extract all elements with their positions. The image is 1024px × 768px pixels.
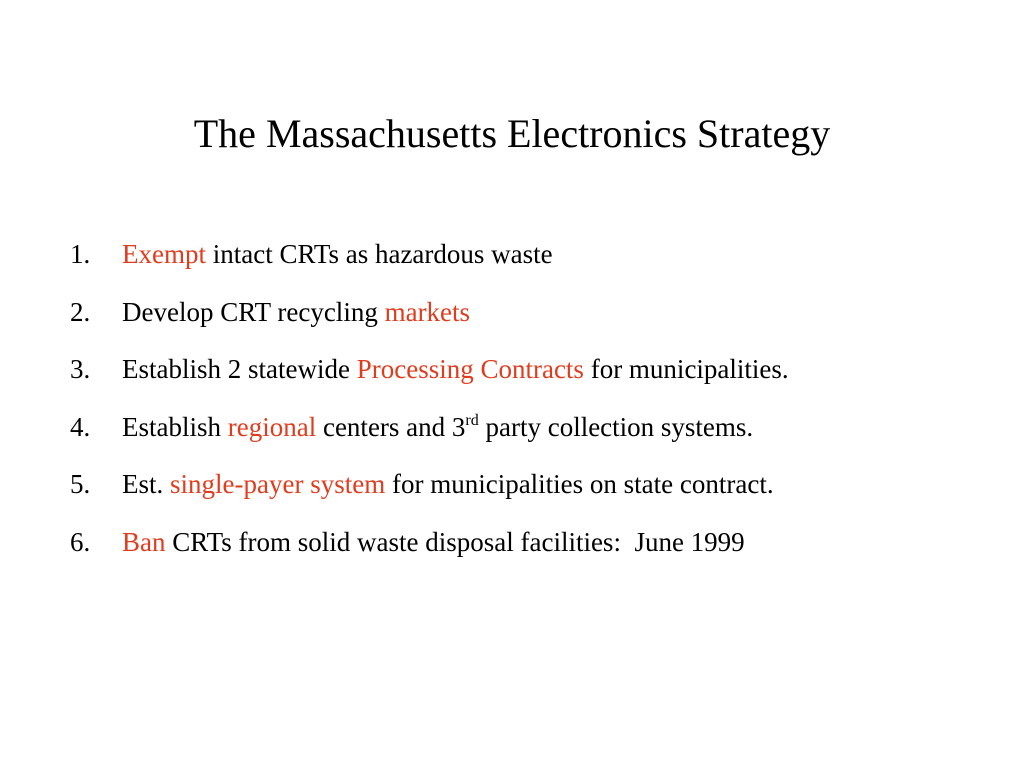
item-text-after: party collection systems.: [478, 411, 754, 442]
highlighted-term: Processing Contracts: [356, 354, 584, 384]
strategy-list: [70, 232, 1010, 577]
item-number: 5.: [70, 469, 91, 499]
highlighted-term: markets: [384, 296, 471, 327]
item-text: [122, 462, 774, 506]
item-text-after: for municipalities on state contract.: [385, 469, 774, 499]
item-number: 6.: [70, 526, 91, 557]
list-item: [70, 232, 1010, 290]
list-item: [70, 347, 1010, 405]
ordinal-superscript: rd: [465, 411, 479, 429]
list-item: [70, 520, 1010, 578]
item-text-after: for municipalities.: [583, 354, 789, 384]
highlighted-term: Ban: [122, 526, 166, 557]
item-text-rest: intact CRTs as hazardous waste: [205, 239, 553, 269]
item-text-before: Develop CRT recycling: [122, 296, 385, 327]
item-text: [122, 232, 553, 276]
item-text-before: Establish: [122, 411, 228, 442]
item-text: [122, 405, 753, 449]
slide-title: The Massachusetts Electronics Strategy: [193, 111, 831, 156]
item-number: 1.: [70, 239, 91, 269]
item-text-before: Establish 2 statewide: [122, 354, 357, 384]
item-text-mid: centers and 3: [316, 411, 466, 442]
item-text: [122, 520, 745, 564]
list-item: [70, 290, 1010, 348]
list-item: [70, 405, 1010, 463]
item-text: [122, 347, 789, 391]
item-text-rest: CRTs from solid waste disposal facilities: June 1999: [165, 526, 745, 557]
highlighted-term: Exempt: [122, 239, 206, 269]
item-number: 4.: [70, 411, 91, 442]
item-number: 2.: [70, 296, 91, 327]
highlighted-term: single-payer system: [170, 469, 386, 499]
highlighted-term: regional: [227, 411, 317, 442]
item-text-before: Est.: [122, 469, 171, 499]
item-number: 3.: [70, 354, 91, 384]
list-item: [70, 462, 1010, 520]
item-text: [122, 290, 470, 334]
